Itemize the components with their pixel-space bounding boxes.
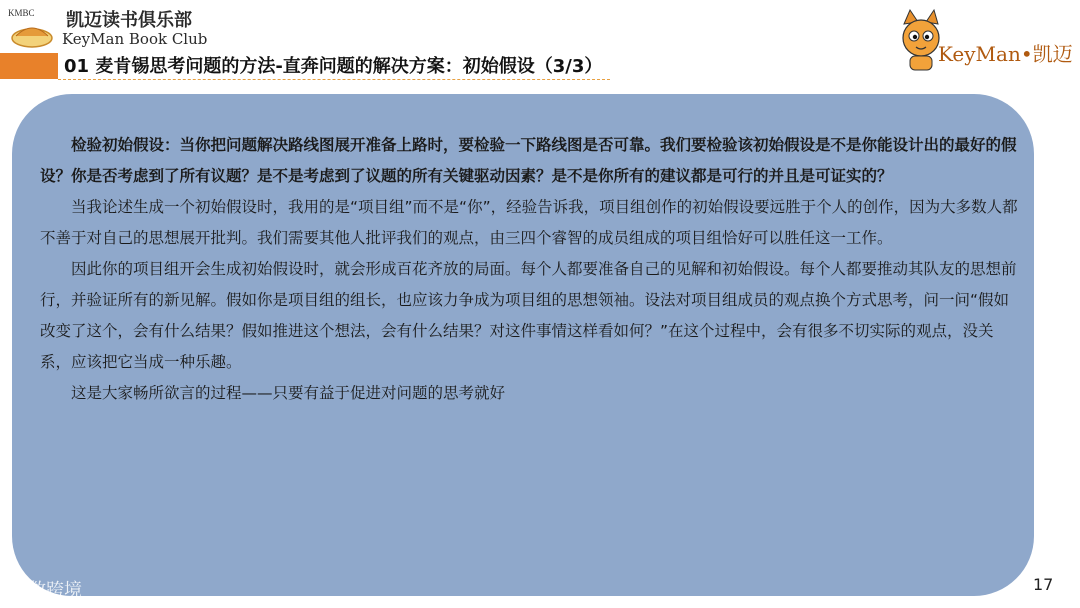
paragraph-2: 当我论述生成一个初始假设时，我用的是“项目组”而不是“你”，经验告诉我，项目组创作的初始假设要远胜于个人的创作，因为大多数人都不善于对自己的思想展开批判。我们需要其他人批评我们的观点，由三四个睿智的成员组成的项目组恰好可以胜任这一工作。 <box>40 198 1018 247</box>
title-accent-bar <box>0 53 58 79</box>
watermark: 大数跨境 <box>10 580 82 601</box>
brand-logo-text: KeyMan•凯迈 <box>938 42 1073 66</box>
paragraph-1: 检验初始假设：当你把问题解决路线图展开准备上路时，要检验一下路线图是否可靠。我们要检验该初始假设是不是你能设计出的最好的假设？你是否考虑到了所有议题？是不是考虑到了议题的所有关键驱动因素？是不是你所有的建议都是可行的并且是可证实的？ <box>40 136 1017 185</box>
content-body <box>40 130 1020 409</box>
club-name-cn: 凯迈读书俱乐部 <box>66 10 192 31</box>
paragraph-4: 这是大家畅所欲言的过程——只要有益于促进对问题的思考就好 <box>71 384 506 402</box>
slide-title: 01 麦肯锡思考问题的方法-直奔问题的解决方案：初始假设（3/3） <box>64 56 603 77</box>
page-number: 17 <box>1033 575 1054 594</box>
club-logo-text: KMBC <box>8 8 35 18</box>
paragraph-3: 因此你的项目组开会生成初始假设时，就会形成百花齐放的局面。每个人都要准备自己的见解和初始假设。每个人都要推动其队友的思想前行，并验证所有的新见解。假如你是项目组的组长，也应该力争成为项目组的思想领袖。设法对项目组成员的观点换个方式思考，问一问“假如改变了这个，会有什么结果？假如推进这个想法，会有什么结果？对这件事情这样看如何？”在这个过程中，会有很多不切实际的观点，没关系，应该把它当成一种乐趣。 <box>40 260 1017 371</box>
club-name-en: KeyMan Book Club <box>62 30 208 48</box>
title-underline <box>58 79 610 80</box>
club-logo <box>6 6 60 50</box>
cat-mascot-icon <box>903 10 939 70</box>
